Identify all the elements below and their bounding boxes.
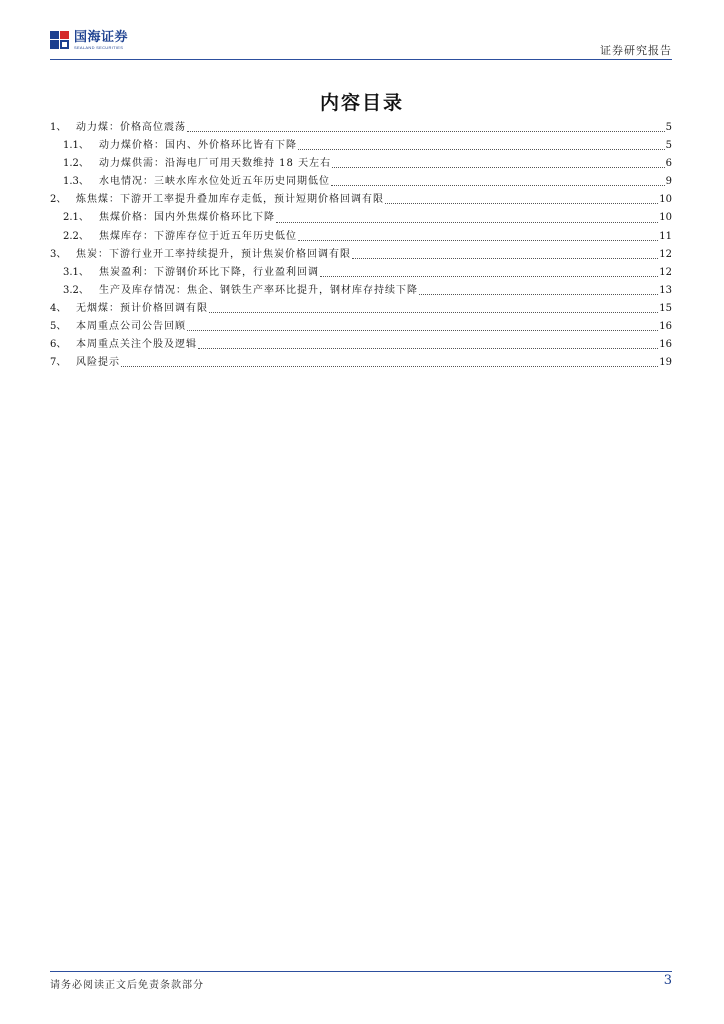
toc-entry[interactable] — [50, 191, 672, 209]
table-of-contents — [50, 119, 672, 372]
toc-entry-label[interactable]: 风险提示 — [76, 357, 120, 369]
toc-entry-page[interactable]: 11 — [659, 230, 672, 242]
toc-entry[interactable] — [50, 264, 672, 282]
sealand-logo-icon — [50, 30, 70, 50]
toc-entry[interactable] — [50, 173, 672, 191]
toc-entry-number: 1.2、 — [63, 158, 89, 170]
toc-entry-page[interactable]: 12 — [659, 248, 672, 260]
toc-entry-number: 7、 — [50, 357, 67, 369]
toc-entry[interactable] — [50, 137, 672, 155]
toc-entry-label[interactable]: 焦炭盈利：下游钢价环比下降，行业盈利回调 — [99, 266, 319, 278]
toc-entry[interactable] — [50, 155, 672, 173]
toc-entry-number: 5、 — [50, 321, 67, 333]
toc-entry-number: 2.1、 — [63, 212, 89, 224]
toc-entry-page[interactable]: 6 — [665, 158, 672, 170]
toc-dot-leader — [121, 365, 658, 367]
toc-entry-page[interactable]: 10 — [659, 194, 672, 206]
toc-dot-leader — [332, 166, 665, 168]
toc-dot-leader — [209, 311, 658, 313]
toc-dot-leader — [187, 329, 658, 331]
toc-dot-leader — [198, 347, 658, 349]
company-logo — [50, 30, 128, 50]
toc-entry-number: 2、 — [50, 194, 67, 206]
toc-entry-number: 3.1、 — [63, 266, 89, 278]
toc-dot-leader — [187, 130, 665, 132]
toc-entry-label[interactable]: 动力煤价格：国内、外价格环比皆有下降 — [99, 140, 297, 152]
toc-entry-label[interactable]: 焦炭：下游行业开工率持续提升，预计焦炭价格回调有限 — [76, 248, 351, 260]
toc-dot-leader — [331, 184, 665, 186]
toc-entry[interactable] — [50, 354, 672, 372]
toc-entry-page[interactable]: 16 — [659, 339, 672, 351]
toc-entry-number: 1.3、 — [63, 176, 89, 188]
toc-entry-label[interactable]: 焦煤价格：国内外焦煤价格环比下降 — [99, 212, 275, 224]
toc-entry[interactable] — [50, 318, 672, 336]
toc-entry-label[interactable]: 水电情况：三峡水库水位处近五年历史同期低位 — [99, 176, 330, 188]
toc-dot-leader — [276, 221, 658, 223]
toc-entry-number: 3.2、 — [63, 284, 89, 296]
toc-dot-leader — [320, 275, 658, 277]
toc-dot-leader — [352, 257, 658, 259]
toc-entry[interactable] — [50, 246, 672, 264]
toc-entry-page[interactable]: 16 — [659, 321, 672, 333]
header-divider — [50, 59, 672, 60]
toc-entry-page[interactable]: 13 — [659, 284, 672, 296]
toc-entry-number: 6、 — [50, 339, 67, 351]
toc-entry-label[interactable]: 动力煤：价格高位震荡 — [76, 122, 186, 133]
toc-dot-leader — [385, 202, 658, 204]
page-header — [50, 26, 672, 60]
toc-dot-leader — [419, 293, 658, 295]
toc-entry[interactable] — [50, 119, 672, 137]
toc-entry[interactable] — [50, 300, 672, 318]
toc-entry[interactable] — [50, 228, 672, 246]
toc-entry-page[interactable]: 10 — [659, 212, 672, 224]
logo-name-cn: 国海证券 — [74, 29, 129, 45]
toc-entry-page[interactable]: 5 — [665, 140, 672, 152]
toc-entry-label[interactable]: 无烟煤：预计价格回调有限 — [76, 302, 208, 314]
toc-entry[interactable] — [50, 282, 672, 300]
toc-entry-number: 2.2、 — [63, 230, 89, 242]
report-type-label: 证券研究报告 — [600, 44, 672, 57]
toc-entry-number: 3、 — [50, 248, 67, 260]
toc-dot-leader — [298, 148, 665, 150]
footer-disclaimer: 请务必阅读正文后免责条款部分 — [50, 980, 204, 991]
toc-entry[interactable] — [50, 336, 672, 354]
footer-divider — [50, 971, 672, 972]
toc-entry-label[interactable]: 焦煤库存：下游库存位于近五年历史低位 — [99, 230, 297, 242]
toc-title: 内容目录 — [319, 92, 404, 114]
toc-entry-label[interactable]: 本周重点公司公告回顾 — [76, 321, 186, 333]
toc-entry-label[interactable]: 炼焦煤：下游开工率提升叠加库存走低，预计短期价格回调有限 — [76, 194, 384, 206]
toc-entry[interactable] — [50, 209, 672, 227]
toc-entry-number: 4、 — [50, 302, 67, 314]
toc-entry-page[interactable]: 15 — [659, 302, 672, 314]
toc-entry-number: 1.1、 — [63, 140, 89, 152]
logo-name-en: SEALAND SECURITIES — [74, 44, 124, 50]
toc-dot-leader — [298, 239, 658, 241]
toc-entry-label[interactable]: 生产及库存情况：焦企、钢铁生产率环比提升，钢材库存持续下降 — [99, 284, 418, 296]
toc-entry-page[interactable]: 5 — [665, 122, 672, 133]
toc-entry-page[interactable]: 9 — [665, 176, 672, 188]
page-number: 3 — [663, 973, 672, 988]
toc-entry-page[interactable]: 19 — [659, 357, 672, 369]
toc-entry-page[interactable]: 12 — [659, 266, 672, 278]
toc-entry-label[interactable]: 本周重点关注个股及逻辑 — [76, 339, 197, 351]
toc-entry-label[interactable]: 动力煤供需：沿海电厂可用天数维持 18 天左右 — [99, 158, 332, 170]
toc-entry-number: 1、 — [50, 122, 67, 133]
